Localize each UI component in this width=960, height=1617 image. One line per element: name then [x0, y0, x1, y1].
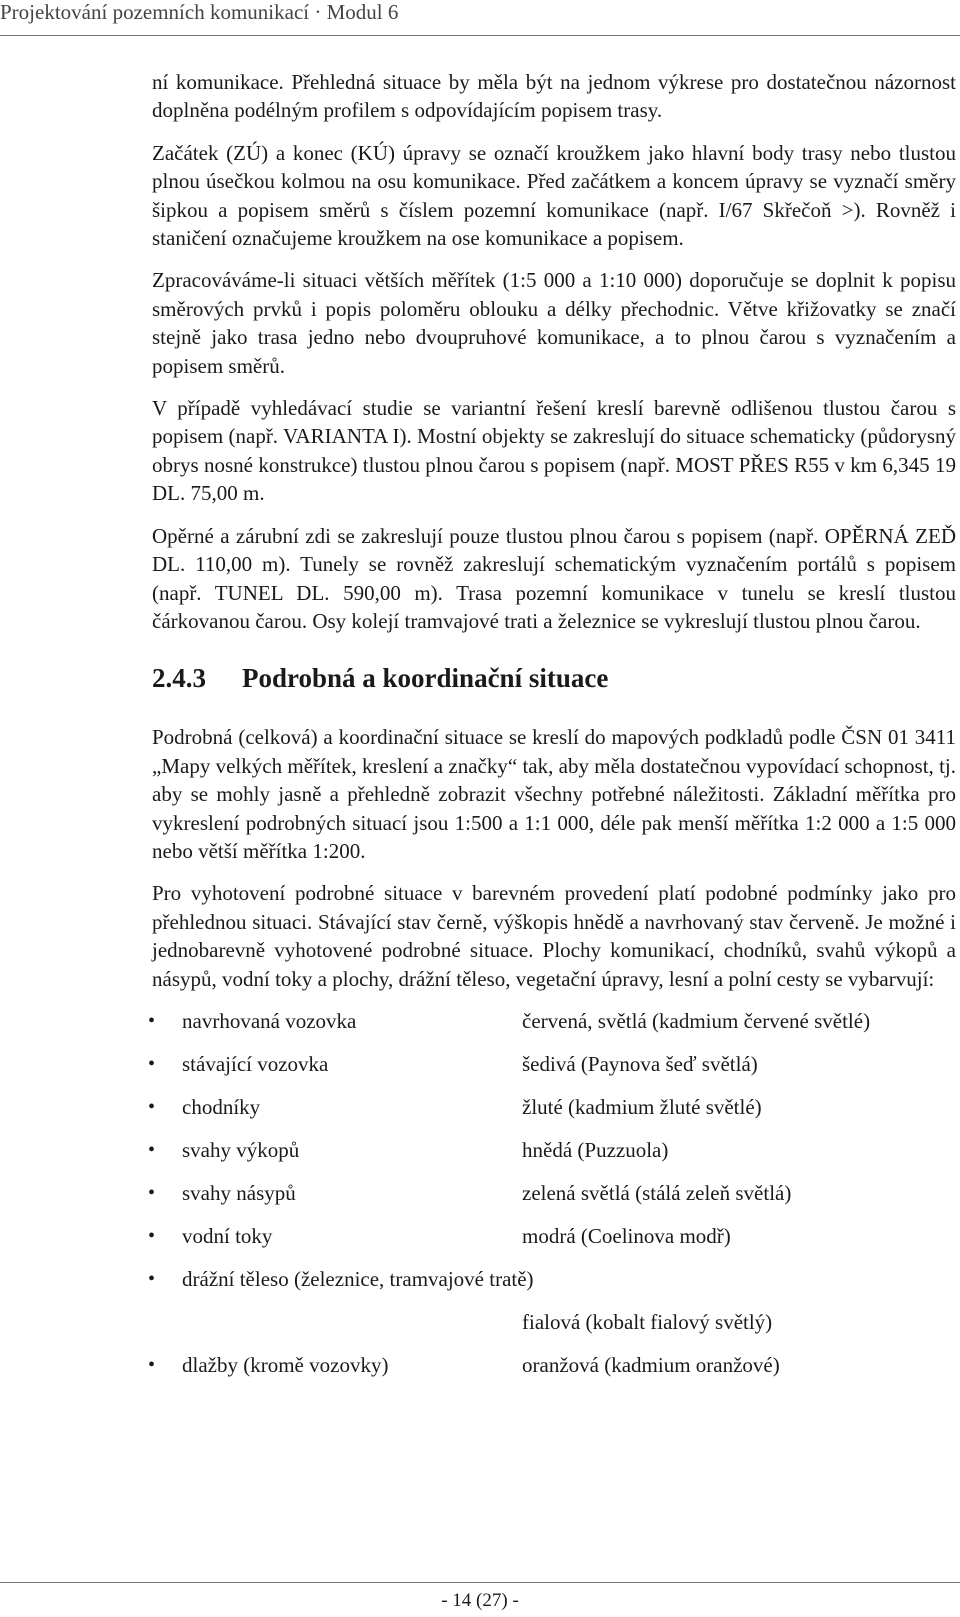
- surface-name: dlažby (kromě vozovky): [182, 1352, 389, 1377]
- surface-name: drážní těleso (železnice, tramvajové tratě): [182, 1266, 534, 1291]
- page-number: - 14 (27) -: [441, 1590, 519, 1611]
- paragraph: Pro vyhotovení podrobné situace v barevném provedení platí podobné podmínky jako pro přehlednou situaci. Stávající stav černě, výškopis hnědě a navrhovaný stav červeně. Je možné i jednobarevně vyhotovené podrobné situace. Plochy komunikací, chodníků, svahů výkopů a násypů, vodní toky a plochy, drážní těleso, vegetační úpravy, lesní a polní cesty se vybarvují:: [152, 881, 956, 991]
- color-list: [148, 1007, 956, 1379]
- running-head: Projektování pozemních komunikací · Modul 6: [0, 0, 399, 24]
- bullet-icon: •: [148, 1181, 156, 1204]
- surface-name: chodníky: [182, 1094, 261, 1119]
- color-list-item: [148, 1351, 956, 1379]
- surface-color: žluté (kadmium žluté světlé): [522, 1094, 762, 1119]
- color-list-item: [148, 1136, 956, 1164]
- footer-divider: [0, 1582, 960, 1583]
- surface-name: svahy výkopů: [182, 1137, 300, 1162]
- surface-name: stávající vozovka: [182, 1051, 329, 1076]
- bullet-icon: •: [148, 1138, 156, 1161]
- color-list-item: [148, 1050, 956, 1078]
- surface-color: zelená světlá (stálá zeleň světlá): [522, 1180, 792, 1205]
- color-list-item: [148, 1007, 956, 1035]
- paragraph: Začátek (ZÚ) a konec (KÚ) úpravy se označí kroužkem jako hlavní body trasy nebo tlustou plnou úsečkou kolmou na osu komunikace. Před začátkem a koncem úpravy se vyznačí směry šipkou a popisem směrů s číslem pozemní komunikace (např. I/67 Skřečoň >). Rovněž i staničení označujeme kroužkem na ose komunikace a popisem.: [152, 140, 956, 251]
- bullet-icon: •: [148, 1267, 156, 1290]
- surface-color: modrá (Coelinova modř): [522, 1223, 731, 1248]
- surface-color: šedivá (Paynova šeď světlá): [522, 1051, 758, 1076]
- page-body: [148, 68, 956, 1394]
- bullet-icon: •: [148, 1095, 156, 1118]
- surface-color: hnědá (Puzzuola): [522, 1137, 669, 1162]
- surface-name: navrhovaná vozovka: [182, 1008, 357, 1033]
- section-title: Podrobná a koordinační situace: [242, 663, 609, 694]
- bullet-icon: •: [148, 1052, 156, 1075]
- bullet-icon: •: [148, 1009, 156, 1032]
- paragraph: ní komunikace. Přehledná situace by měla být na jednom výkrese pro dostatečnou názornost doplněna podélným profilem s odpovídajícím popisem trasy.: [152, 70, 956, 123]
- surface-color: oranžová (kadmium oranžové): [522, 1352, 780, 1377]
- paragraph: Zpracováváme-li situaci větších měřítek (1:5 000 a 1:10 000) doporučuje se doplnit k popisu směrových prvků i popis poloměru oblouku a délky přechodnic. Větve křižovatky se značí stejně jako trasa jedno nebo dvoupruhové komunikace, a to plnou čarou s vyznačením a popisem směrů.: [152, 268, 956, 378]
- bullet-icon: •: [148, 1224, 156, 1247]
- surface-name: svahy násypů: [182, 1180, 296, 1205]
- paragraph: V případě vyhledávací studie se variantní řešení kreslí barevně odlišenou tlustou čarou s popisem (např. VARIANTA I). Mostní objekty se zakreslují do situace schematicky (půdorysný obrys nosné konstrukce) tlustou plnou čarou s popisem (např. MOST PŘES R55 v km 6,345 19 DL. 75,00 m.: [152, 396, 956, 506]
- surface-name: vodní toky: [182, 1223, 273, 1248]
- header-divider: [0, 35, 960, 36]
- section-number: 2.4.3: [152, 663, 206, 694]
- section-heading: [152, 661, 956, 695]
- paragraph: Podrobná (celková) a koordinační situace se kreslí do mapových podkladů podle ČSN 01 3411 „Mapy velkých měřítek, kreslení a značky“ tak, aby měla dostatečnou vypovídací schopnost, tj. aby se mohly jasně a přehledně zobrazit všechny potřebné náležitosti. Základní měřítka pro vykreslení podrobných situací jsou 1:500 a 1:1 000, déle pak menší měřítka 1:2 000 a 1:5 000 nebo větší měřítka 1:200.: [152, 725, 956, 863]
- color-list-item: [148, 1265, 956, 1336]
- color-list-item: [148, 1179, 956, 1207]
- surface-color: červená, světlá (kadmium červené světlé): [522, 1008, 871, 1033]
- color-list-item: [148, 1222, 956, 1250]
- surface-color: fialová (kobalt fialový světlý): [522, 1309, 773, 1334]
- color-list-item: [148, 1093, 956, 1121]
- paragraph: Opěrné a zárubní zdi se zakreslují pouze tlustou plnou čarou s popisem (např. OPĚRNÁ ZEĎ DL. 110,00 m). Tunely se rovněž zakreslují schematickým vyznačením portálů s popisem (např. TUNEL DL. 590,00 m). Trasa pozemní komunikace v tunelu se kreslí tlustou čárkovanou čarou. Osy kolejí tramvajové trati a železnice se vykreslují tlustou plnou čarou.: [152, 523, 956, 633]
- bullet-icon: •: [148, 1353, 156, 1376]
